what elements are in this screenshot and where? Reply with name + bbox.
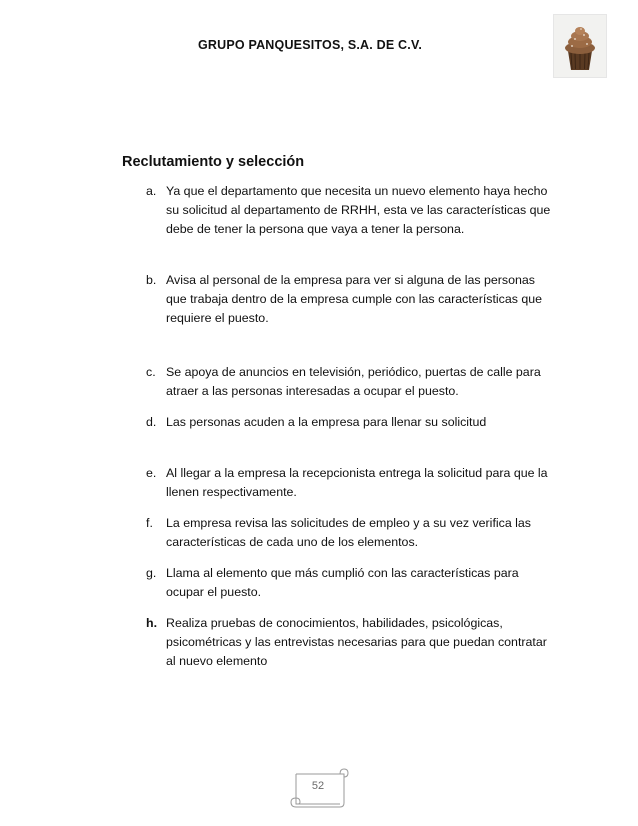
list-item-text: Realiza pruebas de conocimientos, habilidades, psicológicas, psicométricas y las entrevistas necesarias para que puedan contratar al nuevo elemento (166, 616, 547, 668)
page-number-scroll (286, 768, 350, 812)
list-marker: f. (146, 516, 153, 530)
cupcake-icon (553, 14, 607, 78)
list-item (146, 564, 556, 602)
list-item (146, 614, 556, 671)
list-marker: d. (146, 415, 157, 429)
list-item-text: Ya que el departamento que necesita un nuevo elemento haya hecho su solicitud al departamento de RRHH, esta ve las características que debe de tener la persona que vaya a tener la persona. (166, 184, 551, 236)
list-marker: h. (146, 616, 158, 630)
list-marker: e. (146, 466, 157, 480)
list-item (146, 363, 556, 401)
section-title: Reclutamiento y selección (122, 154, 305, 170)
list-item-text: Al llegar a la empresa la recepcionista entrega la solicitud para que la llenen respectivamente. (166, 466, 548, 499)
list-item (146, 464, 556, 502)
list-item-text: Avisa al personal de la empresa para ver si alguna de las personas que trabaja dentro de la empresa cumple con las características que requiere el puesto. (166, 273, 543, 325)
list-item-text: La empresa revisa las solicitudes de empleo y a su vez verifica las características de cada uno de los elementos. (166, 516, 532, 549)
list-marker: c. (146, 365, 156, 379)
list-item-text: Se apoya de anuncios en televisión, periódico, puertas de calle para atraer a las personas interesadas a ocupar el puesto. (166, 365, 541, 398)
list-marker: g. (146, 566, 157, 580)
list-item-text: Las personas acuden a la empresa para llenar su solicitud (166, 415, 487, 429)
list-marker: a. (146, 184, 157, 198)
list-item (146, 413, 556, 432)
company-name: GRUPO PANQUESITOS, S.A. DE C.V. (197, 38, 423, 52)
list-item (146, 514, 556, 552)
list-marker: b. (146, 273, 157, 287)
list-item-text: Llama al elemento que más cumplió con las características para ocupar el puesto. (166, 566, 519, 599)
page-number: 52 (311, 780, 325, 792)
list-item (146, 182, 556, 239)
list-item (146, 271, 556, 328)
